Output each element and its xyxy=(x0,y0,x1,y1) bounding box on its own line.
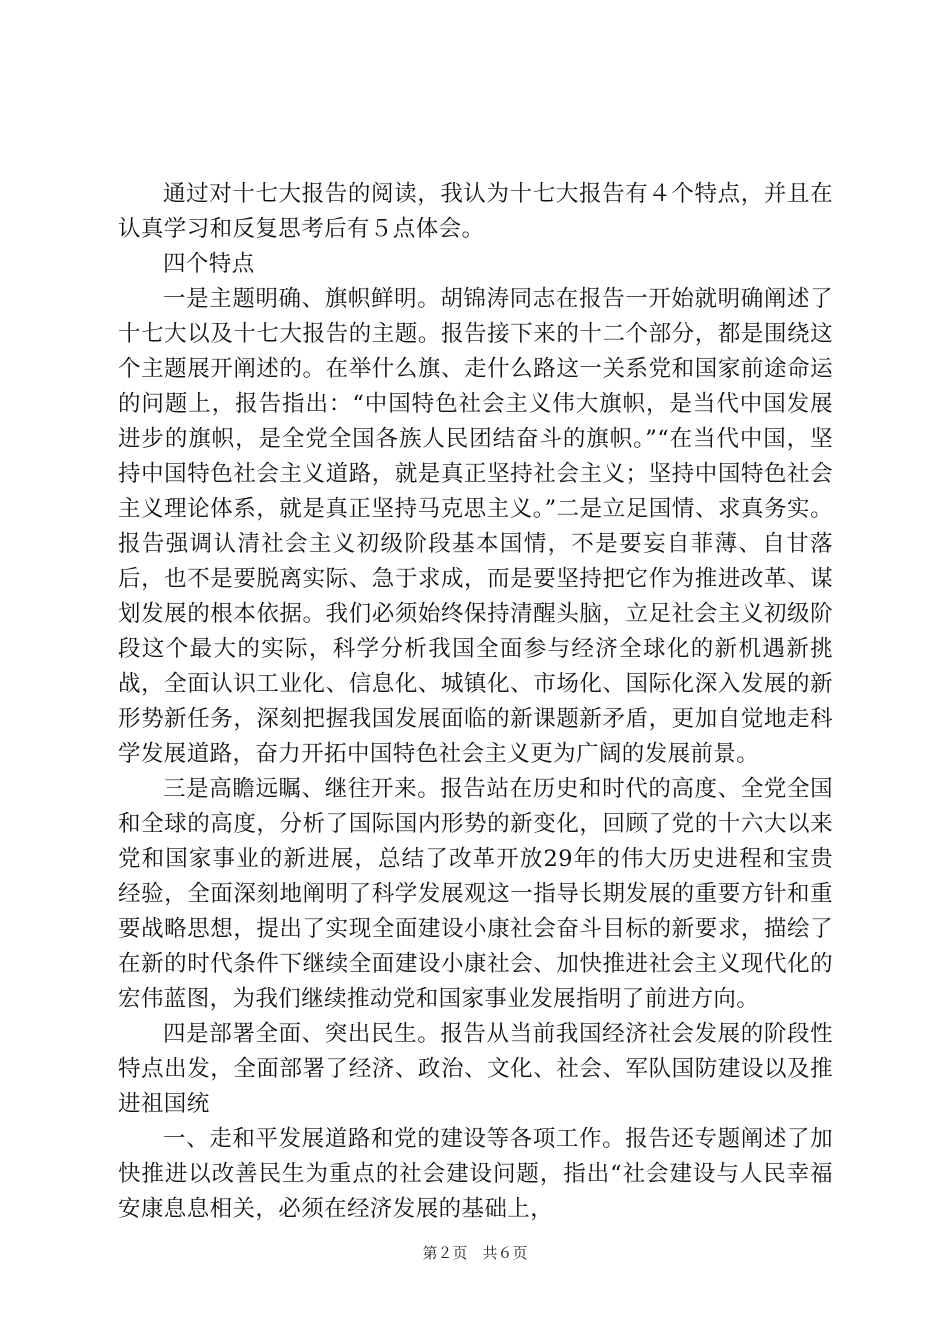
paragraph-intro: 通过对十七大报告的阅读，我认为十七大报告有４个特点，并且在认真学习和反复思考后有５点体会。 xyxy=(118,181,833,242)
page-number-label: 第２页 共６页 xyxy=(422,1244,528,1262)
paragraph-heading-four-features: 四个特点 xyxy=(163,251,255,277)
paragraph-feature-three: 三是高瞻远瞩、继往开来。报告站在历史和时代的高度、全党全国和全球的高度，分析了国际国内形势的新变化，回顾了党的十六大以来党和国家事业的新进展，总结了改革开放29年的伟大历史进程和宝贵经验，全面深刻地阐明了科学发展观这一指导长期发展的重要方针和重要战略思想，提出了实现全面建设小康社会奋斗目标的新要求，描绘了在新的时代条件下继续全面建设小康社会、加快推进社会主义现代化的宏伟蓝图，为我们继续推动党和国家事业发展指明了前进方向。 xyxy=(118,776,833,1012)
document-body xyxy=(118,177,833,1227)
paragraph-feature-four: 四是部署全面、突出民生。报告从当前我国经济社会发展的阶段性特点出发，全面部署了经济、政治、文化、社会、军队国防建设以及推进祖国统 xyxy=(118,1021,833,1117)
page-footer xyxy=(0,1243,950,1263)
paragraph-features-one-two: 一是主题明确、旗帜鲜明。胡锦涛同志在报告一开始就明确阐述了十七大以及十七大报告的主题。报告接下来的十二个部分，都是围绕这个主题展开阐述的。在举什么旗、走什么路这一关系党和国家前途命运的问题上，报告指出：“中国特色社会主义伟大旗帜，是当代中国发展进步的旗帜，是全党全国各族人民团结奋斗的旗帜。”“在当代中国，坚持中国特色社会主义道路，就是真正坚持社会主义；坚持中国特色社会主义理论体系，就是真正坚持马克思主义。”二是立足国情、求真务实。报告强调认清社会主义初级阶段基本国情，不是要妄自菲薄、自甘落后，也不是要脱离实际、急于求成，而是要坚持把它作为推进改革、谋划发展的根本依据。我们必须始终保持清醒头脑，立足社会主义初级阶段这个最大的实际，科学分析我国全面参与经济全球化的新机遇新挑战，全面认识工业化、信息化、城镇化、市场化、国际化深入发展的新形势新任务，深刻把握我国发展面临的新课题新矛盾，更加自觉地走科学发展道路，奋力开拓中国特色社会主义更为广阔的发展前景。 xyxy=(118,286,833,767)
paragraph-continuation: 一、走和平发展道路和党的建设等各项工作。报告还专题阐述了加快推进以改善民生为重点的社会建设问题，指出“社会建设与人民幸福安康息息相关，必须在经济发展的基础上， xyxy=(118,1126,833,1222)
